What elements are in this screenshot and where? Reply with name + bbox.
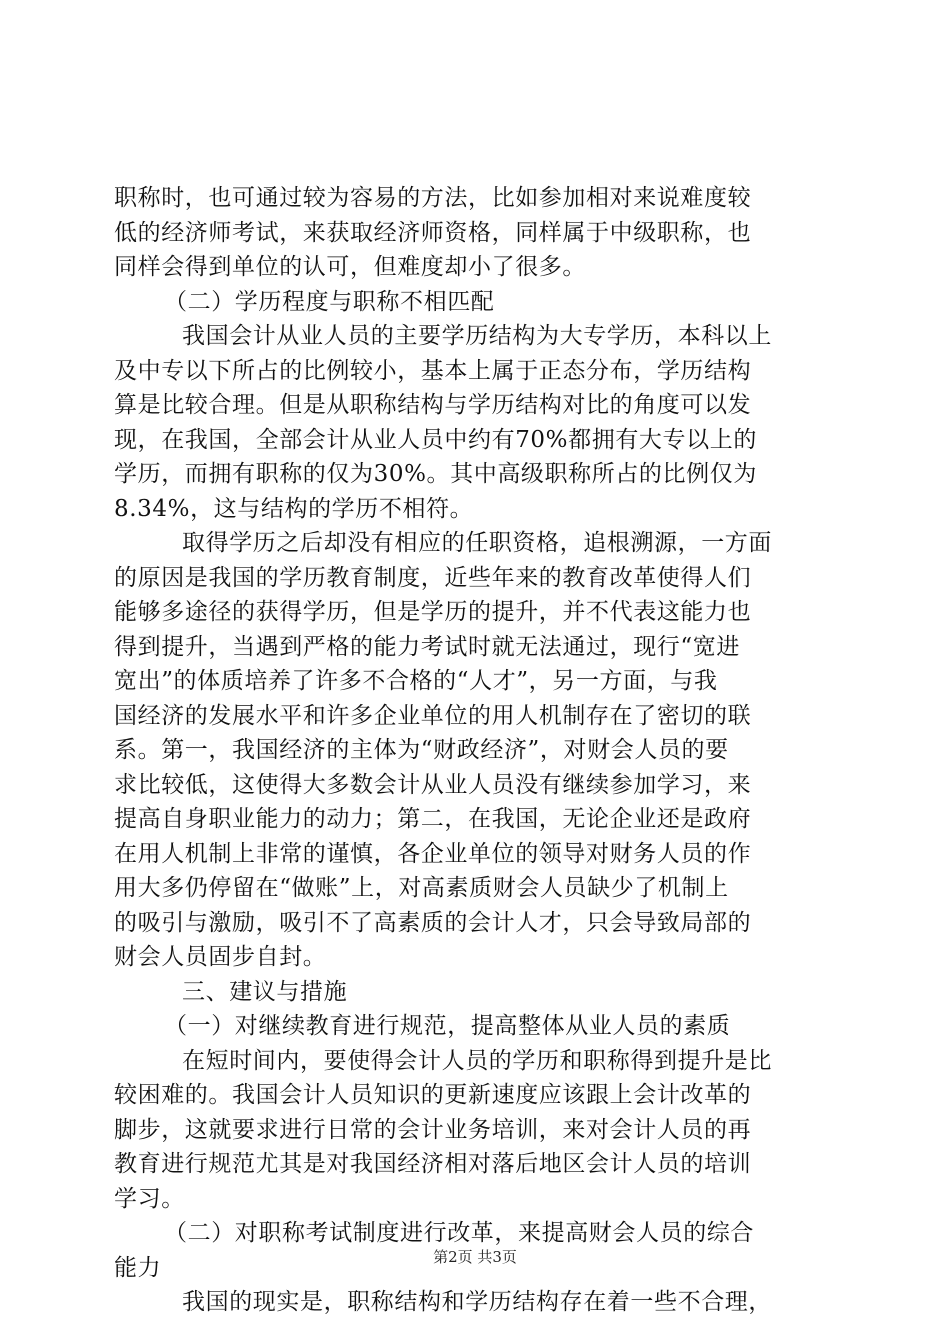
text-line: 较困难的。我国会计人员知识的更新速度应该跟上会计改革的 (114, 1082, 752, 1108)
text-line: 脚步，这就要求进行日常的会计业务培训，来对会计人员的再 (114, 1116, 752, 1143)
text-line: 算是比较合理。但是从职称结构与学历结构对比的角度可以发 (114, 392, 752, 418)
document-body (114, 181, 834, 1320)
text-line: 国经济的发展水平和许多企业单位的用人机制存在了密切的联 (114, 702, 752, 729)
text-line: 学历，而拥有职称的仅为30%。其中高级职称所占的比例仅为 (114, 461, 757, 487)
text-line: 教育进行规范尤其是对我国经济相对落后地区会计人员的培训 (114, 1151, 752, 1177)
text-line: 8.34%，这与结构的学历不相符。 (114, 495, 474, 522)
text-line: 三、建议与措施 (182, 978, 348, 1005)
text-line: 的吸引与激励，吸引不了高素质的会计人才，只会导致局部的 (114, 909, 752, 936)
text-line: 同样会得到单位的认可，但难度却小了很多。 (114, 254, 586, 280)
text-line: 求比较低，这使得大多数会计从业人员没有继续参加学习，来 (114, 771, 752, 798)
text-line: 职称时，也可通过较为容易的方法，比如参加相对来说难度较 (114, 185, 752, 211)
text-line: 提高自身职业能力的动力；第二，在我国，无论企业还是政府 (114, 806, 752, 832)
text-line: （一）对继续教育进行规范，提高整体从业人员的素质 (164, 1013, 731, 1039)
text-line: （二）学历程度与职称不相匹配 (164, 288, 495, 315)
text-line: 的原因是我国的学历教育制度，近些年来的教育改革使得人们 (114, 564, 752, 591)
text-line: 能力 (114, 1254, 162, 1281)
text-line: 低的经济师考试，来获取经济师资格，同样属于中级职称，也 (114, 219, 752, 246)
text-line: 在短时间内，要使得会计人员的学历和职称得到提升是比 (182, 1047, 772, 1074)
text-line: 宽出”的体质培养了许多不合格的“人才”，另一方面，与我 (114, 668, 718, 694)
text-line: 学习。 (114, 1185, 185, 1212)
text-line: 用大多仍停留在“做账”上，对高素质财会人员缺少了机制上 (114, 875, 729, 901)
text-line: 系。第一，我国经济的主体为“财政经济”，对财会人员的要 (114, 737, 729, 763)
text-line: 取得学历之后却没有相应的任职资格，追根溯源，一方面 (182, 530, 772, 556)
text-line: 现，在我国，全部会计从业人员中约有70%都拥有大专以上的 (114, 426, 757, 453)
text-line: 财会人员固步自封。 (114, 944, 327, 970)
text-line: 在用人机制上非常的谨慎，各企业单位的领导对财务人员的作 (114, 840, 752, 867)
text-line: 能够多途径的获得学历，但是学历的提升，并不代表这能力也 (114, 599, 752, 625)
text-line: 我国会计从业人员的主要学历结构为大专学历，本科以上 (182, 323, 772, 349)
text-line: 及中专以下所占的比例较小，基本上属于正态分布，学历结构 (114, 357, 752, 384)
text-line: （二）对职称考试制度进行改革，来提高财会人员的综合 (164, 1220, 754, 1246)
text-line: 我国的现实是，职称结构和学历结构存在着一些不合理， (182, 1289, 772, 1315)
text-line: 得到提升，当遇到严格的能力考试时就无法通过，现行“宽进 (114, 633, 740, 660)
page-footer: 第2页 共3页 (433, 1248, 517, 1266)
